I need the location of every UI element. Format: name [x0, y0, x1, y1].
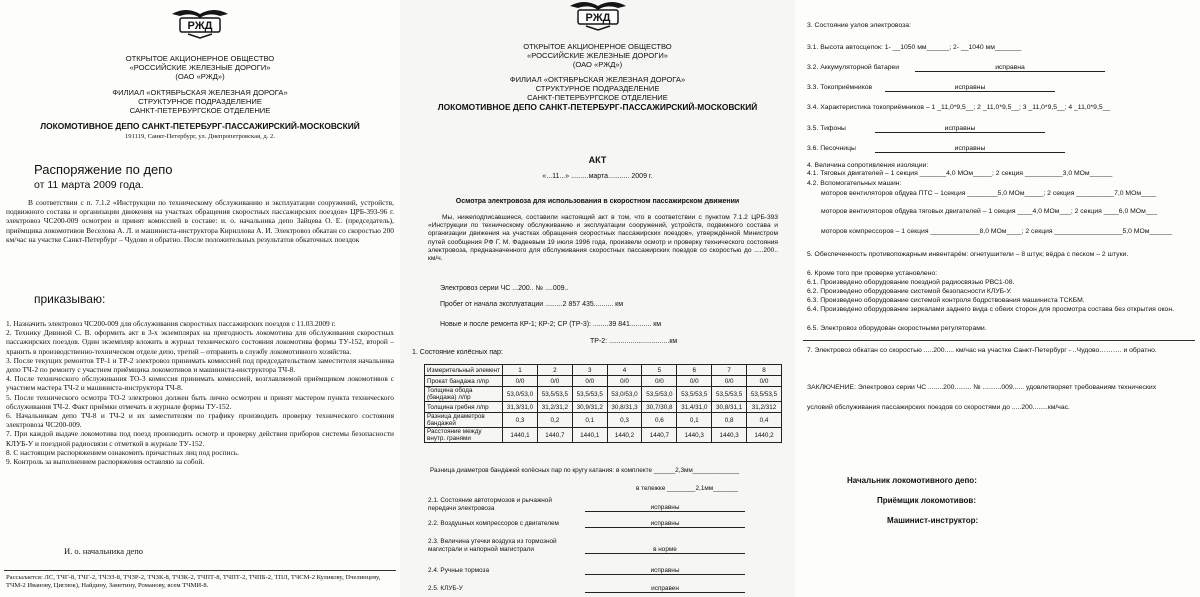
check-compressors-value: исправны	[585, 520, 745, 528]
tr2-mileage: ТР-2: ...............................км	[590, 338, 678, 345]
table-cell: 31,2/31,2	[537, 402, 572, 413]
wheelset-table	[424, 364, 782, 443]
signature-inspector: Приёмщик локомотивов:	[877, 496, 976, 505]
act-title: АКТ	[588, 155, 607, 165]
table-header-row	[425, 365, 782, 376]
fire-equipment: 5. Обеспеченность противопожарным инвентарём: огнетушители – 8 штук; вёдра с песком – 2 штуки.	[807, 251, 1129, 258]
conclusion: ЗАКЛЮЧЕНИЕ: Электровоз серии ЧС ........200......... № ..........009...... удовлетворяет требованиям технических условий обслуживания пассажирских поездов со скоростями до .....200........км/час.	[807, 384, 1157, 411]
units-title: 3. Состояние узлов электровоза:	[807, 22, 911, 29]
insulation-pts-fans: моторов вентиляторов обдува ПТС – 1секция ________5,0 МОм_____; 2 секция __________7,0 МОм____	[821, 190, 1157, 197]
department: САНКТ-ПЕТЕРБУРГСКОЕ ОТДЕЛЕНИЕ	[129, 106, 271, 115]
check-air-leak-label: 2.3. Величина утечки воздуха из тормозной магистрали и напорной магистрали	[428, 538, 557, 553]
diameter-difference: Разница диаметров бандажей колёсных пар по кругу катания: в комплекте ______2,3мм_____________	[430, 467, 740, 474]
table-row	[425, 387, 782, 402]
row-label: Прокат бандажа л/пр	[425, 376, 503, 387]
order-date: от 11 марта 2009 года.	[34, 179, 144, 191]
department: САНКТ-ПЕТЕРБУРГСКОЕ ОТДЕЛЕНИЕ	[527, 93, 668, 102]
check-compressors-label: 2.2. Воздушных компрессоров с двигателем	[428, 520, 559, 527]
rzd-logo	[168, 4, 232, 40]
table-cell: 0/0	[642, 376, 677, 387]
table-cell: 53,5/53,5	[677, 387, 712, 402]
check-hand-brakes-label: 2.4. Ручные тормоза	[428, 567, 489, 574]
repair-mileage: Новые и после ремонта КР-1; КР-2; СР (ТР-3): ........39 841........... км	[440, 321, 662, 328]
depot-address: 191119, Санкт-Петербург, ул. Днепропетровская, д. 2.	[124, 133, 276, 140]
table-cell: 1440,7	[537, 428, 572, 443]
table-col-header: 6	[677, 365, 712, 376]
table-cell: 53,0/53,0	[607, 387, 642, 402]
table-col-header: 3	[572, 365, 607, 376]
pantographs-label: 3.3. Токоприёмников	[807, 84, 873, 91]
org-name-2: «РОССИЙСКИЕ ЖЕЛЕЗНЫЕ ДОРОГИ»	[129, 63, 271, 72]
pantograph-characteristics: 3.4. Характеристика токоприёмников – 1 _11,0*9,5__; 2 _11,0*9,5__; 3 _11,0*9,5__; 4 _11,0*9,5__	[807, 104, 1111, 111]
order-item: 1. Назначить электровоз ЧС200-009 для обслуживания скоростных пассажирских поездов с 11.03.2009 г.	[6, 319, 336, 328]
order-item: 5. После технического осмотра ТО-2 электровоз должен быть лично осмотрен и принят мастером пункта технического обслуживания ТЧ-2. Факт приёмки отмечать в журнале формы ТУ-152.	[6, 392, 394, 411]
distribution-list: Рассылается: ЛС, ТЧГ-8, ТЧГ-2, ТЧЭЗ-8, ТЧЗР-2, ТЧЗК-8, ТЧЗК-2, ТЧПТ-8, ТЧПТ-2, ТЧПБ-2, ТПЛ, ТЧСМ-2 Куликову, Пчелинцеву, ТЧМ-2 Иванову, Циглюк), Найдину, Заметину, Романову, всем ТЧМИ-8.	[6, 574, 381, 589]
table-col-header: 8	[747, 365, 782, 376]
order-title: Распоряжение по депо	[34, 162, 173, 177]
table-cell: 1440,1	[572, 428, 607, 443]
table-cell: 53,5/53,0	[642, 387, 677, 402]
table-cell: 0/0	[677, 376, 712, 387]
structural-unit: СТРУКТУРНОЕ ПОДРАЗДЕЛЕНИЕ	[138, 97, 262, 106]
table-cell: 0,3	[607, 413, 642, 428]
table-cell: 53,5/53,5	[537, 387, 572, 402]
order-item: 6. Начальникам депо ТЧ-8 и ТЧ-2 и их заместителям по графику производить проверку технического состояния электровоза ЧС200-009.	[6, 411, 394, 430]
table-cell: 1440,2	[607, 428, 642, 443]
table-cell: 1440,2	[747, 428, 782, 443]
battery-label: 3.2. Аккумуляторной батареи	[807, 64, 900, 71]
table-cell: 53,5/53,5	[572, 387, 607, 402]
table-cell: 31,4/31,0	[677, 402, 712, 413]
svg-text:РЖД: РЖД	[585, 12, 610, 24]
table-cell: 0/0	[747, 376, 782, 387]
battery-value: исправна	[915, 64, 1105, 72]
table-cell: 30,8/31,1	[712, 402, 747, 413]
radio-equipment: 6.1. Произведено оборудование поездной радиосвязью РВС1-08.	[807, 279, 1015, 286]
table-cell: 0,2	[537, 413, 572, 428]
tskbm-equipment: 6.3. Произведено оборудование системой контроля бодрствования машиниста ТСКБМ.	[807, 297, 1085, 304]
table-cell: 0/0	[503, 376, 538, 387]
sanders-label: 3.6. Песочницы	[807, 145, 856, 152]
table-col-header: 2	[537, 365, 572, 376]
act-subject: Осмотра электровоза для использования в скоростном пассажирском движении	[455, 198, 740, 205]
table-cell: 0/0	[712, 376, 747, 387]
table-cell: 0/0	[607, 376, 642, 387]
order-command: приказываю:	[34, 292, 106, 306]
order-item: 9. Контроль за выполнением распоряжения оставляю за собой.	[6, 457, 205, 467]
table-col-header: 4	[607, 365, 642, 376]
table-cell: 31,3/31,0	[503, 402, 538, 413]
order-item: 7. При каждой выдаче локомотива под поезд производить осмотр и проверку действия приборов системы безопасности КЛУБ-У и поездной радиосвязи с отметкой в журнале ТУ-152.	[6, 429, 394, 448]
act-intro: Мы, нижеподписавшиеся, составили настоящий акт в том, что в соответствии с пунктом 7.1.2 ЦРБ-393 «Инструкции по техническому обслуживанию и эксплуатации сооружений, устройств, подвижного состава и организации движения на участках обращения скоростных пассажирских поездов», утверждённой Министром путей сообщения РФ Г. М. Фадеевым 19 июля 1996 года, произвели осмотр и проверку технического состояния электровоза, предназначенного для обслуживания скоростных пассажирских поездов со скоростью до .....200.. км/ч.	[428, 214, 778, 263]
act-sheet	[400, 0, 795, 597]
table-cell: 30,8/31,3	[607, 402, 642, 413]
insulation-compressors: моторов компрессоров – 1 секция _____________8,0 МОм____; 2 секция __________________5,0 МОм______	[821, 228, 1173, 235]
order-intro: В соответствии с п. 7.1.2 «Инструкции по техническому обслуживанию и эксплуатации сооружений, устройств, подвижного состава и организации движения на участках обращения скоростных пассажирских поездов» ЦРБ-393-96 г. электровоз ЧС200-009 осмотрен и принят комиссией в составе: и. о. начальника депо Зайцева О. Е. (председатель), приёмщика локомотивов Веселова А. Л. и машиниста-инструктора Кириллова А. И. Электровоз обкатан со скоростью 200 км/час на участке Санкт-Петербург – Чудово и обратно. После положительных результатов обкаточных поездок	[6, 198, 394, 244]
table-cell: 31,2/312	[747, 402, 782, 413]
table-col-header: 7	[712, 365, 747, 376]
table-col-header: 5	[642, 365, 677, 376]
signature-instructor: Машинист-инструктор:	[887, 516, 979, 525]
horns-label: 3.5. Тифоны	[807, 125, 846, 132]
insulation-traction-fans: моторов вентиляторов обдува тяговых двигателей – 1 секция ____4,0 МОм___; 2 секция ____6,0 МОм___	[821, 208, 1158, 215]
check-hand-brakes-value: исправны	[585, 567, 745, 575]
table-cell: 1440,1	[503, 428, 538, 443]
org-name-1: ОТКРЫТОЕ АКЦИОНЕРНОЕ ОБЩЕСТВО	[125, 54, 275, 63]
table-cell: 30,9/31,2	[572, 402, 607, 413]
row-label: Толщина гребня л/пр	[425, 402, 503, 413]
org-name-3: (ОАО «РЖД»)	[175, 72, 225, 81]
order-item: 8. С настоящим распоряжением ознакомить причастных лиц под роспись.	[6, 447, 239, 457]
order-sheet	[0, 0, 400, 597]
org-name-3: (ОАО «РЖД»)	[572, 60, 623, 69]
table-cell: 1440,3	[712, 428, 747, 443]
signature-depot-head: Начальник локомотивного депо:	[847, 476, 977, 485]
order-item: 4. После технического обслуживания ТО-3 комиссия принимать комиссией, возглавляемой приёмщиком локомотивов с участием мастера ТЧ-2 и машиниста-инструктора ТЧ-8.	[6, 374, 394, 393]
row-label: Расстояние между внутр. гранями	[425, 428, 503, 443]
order-items	[6, 319, 394, 466]
mileage: Пробег от начала эксплуатации .........2 857 435.......... км	[440, 301, 624, 308]
insulation-title: 4. Величина сопротивления изоляции:	[807, 162, 929, 169]
depot-name: ЛОКОМОТИВНОЕ ДЕПО САНКТ-ПЕТЕРБУРГ-ПАССАЖИРСКИЙ-МОСКОВСКИЙ	[40, 121, 360, 131]
test-run: 7. Электровоз обкатан со скоростью .....200..... км/час на участке Санкт-Петербург - ..Чудово………. и обратно.	[807, 347, 1157, 354]
additional-title: 6. Кроме того при проверке установлено:	[807, 270, 938, 277]
coupler-height: 3.1. Высота автосцепок: 1- __1050 мм______; 2- __1040 мм_______	[807, 44, 1022, 51]
depot-name: ЛОКОМОТИВНОЕ ДЕПО САНКТ-ПЕТЕРБУРГ-ПАССАЖИРСКИЙ-МОСКОВСКИЙ	[437, 102, 758, 112]
check-brakes-value: исправны	[585, 504, 745, 512]
insulation-traction-motors: 4.1. Тяговых двигателей – 1 секция _______4,0 МОм_____; 2 секция __________3,0 МОм______	[807, 170, 1113, 177]
table-cell: 53,5/53,5	[712, 387, 747, 402]
speed-regulators: 6.5. Электровоз оборудован скоростными регуляторами.	[807, 325, 987, 332]
act-continuation-sheet	[795, 0, 1200, 597]
klub-equipment: 6.2. Произведено оборудование системой безопасности КЛУБ-У.	[807, 288, 1012, 295]
row-label: Разница диаметров бандажей	[425, 413, 503, 428]
check-air-leak-value: в норме	[585, 546, 745, 554]
table-cell: 30,7/30,8	[642, 402, 677, 413]
check-klub-label: 2.5. КЛУБ-У	[428, 585, 463, 592]
table-cell: 0,8	[712, 413, 747, 428]
table-col-header: 1	[503, 365, 538, 376]
branch-name: ФИЛИАЛ «ОКТЯБРЬСКАЯ ЖЕЛЕЗНАЯ ДОРОГА»	[112, 88, 288, 97]
order-signer: И. о. начальника депо	[64, 546, 144, 556]
loco-number: Электровоз серии ЧС ...200.. № ....009..	[440, 285, 569, 292]
table-cell: 53,0/53,0	[503, 387, 538, 402]
mirror-equipment: 6.4. Произведено оборудование зеркалами заднего вида с обеих сторон для просмотра состава без открытия окон.	[807, 306, 1174, 313]
rzd-logo	[566, 0, 630, 32]
org-name-1: ОТКРЫТОЕ АКЦИОНЕРНОЕ ОБЩЕСТВО	[523, 42, 672, 51]
table-cell: 1440,7	[642, 428, 677, 443]
table-row	[425, 376, 782, 387]
order-item: 2. Технику Дивиной С. В. оформить акт в 3-х экземплярах на пригодность локомотива для обслуживания скоростных пассажирских поездов. Один экземпляр вложить в журнал технического состояния локомотива формы ТУ-152, второй – хранить в производственно-техническом отделе депо, третий – отправить в службу локомотивного хозяйства.	[6, 328, 394, 356]
table-cell: 0,4	[747, 413, 782, 428]
wheels-title: 1. Состояние колёсных пар:	[412, 349, 503, 356]
structural-unit: СТРУКТУРНОЕ ПОДРАЗДЕЛЕНИЕ	[535, 84, 660, 93]
sanders-value: исправны	[875, 145, 1065, 153]
check-klub-value: исправен	[585, 585, 745, 593]
branch-name: ФИЛИАЛ «ОКТЯБРЬСКАЯ ЖЕЛЕЗНАЯ ДОРОГА»	[509, 75, 686, 84]
table-cell: 0/0	[537, 376, 572, 387]
table-cell: 0,1	[572, 413, 607, 428]
diameter-in-bogie: в тележке ________2,1мм_______	[636, 485, 739, 492]
table-cell: 0,3	[503, 413, 538, 428]
row-label: Толщина обода (бандажа) л/пр	[425, 387, 503, 402]
order-item: 3. После текущих ремонтов ТР-1 и ТР-2 электровоз принимать комиссией под председательством заместителя начальника депо ТЧ-2 по ремонту с участием приёмщика локомотивов и машиниста-инструктора ТЧ-8.	[6, 355, 394, 375]
table-row	[425, 413, 782, 428]
table-cell: 0,1	[677, 413, 712, 428]
check-brakes-label: 2.1. Состояние автотормозов и рычажной передачи электровоза	[428, 497, 552, 512]
table-header-label: Измерительный элемент	[425, 365, 503, 376]
table-row	[425, 402, 782, 413]
table-row	[425, 428, 782, 443]
svg-text:РЖД: РЖД	[187, 20, 213, 32]
table-cell: 1440,3	[677, 428, 712, 443]
act-date: «...11...» .........марта........... 2009 г.	[542, 173, 653, 180]
auxiliary-machines-title: 4.2. Вспомогательных машин:	[807, 180, 902, 187]
table-cell: 0,6	[642, 413, 677, 428]
table-cell: 0/0	[572, 376, 607, 387]
table-cell: 53,5/53,5	[747, 387, 782, 402]
horns-value: исправны	[875, 125, 1045, 133]
pantographs-value: исправны	[885, 84, 1055, 92]
org-name-2: «РОССИЙСКИЕ ЖЕЛЕЗНЫЕ ДОРОГИ»	[526, 51, 669, 60]
